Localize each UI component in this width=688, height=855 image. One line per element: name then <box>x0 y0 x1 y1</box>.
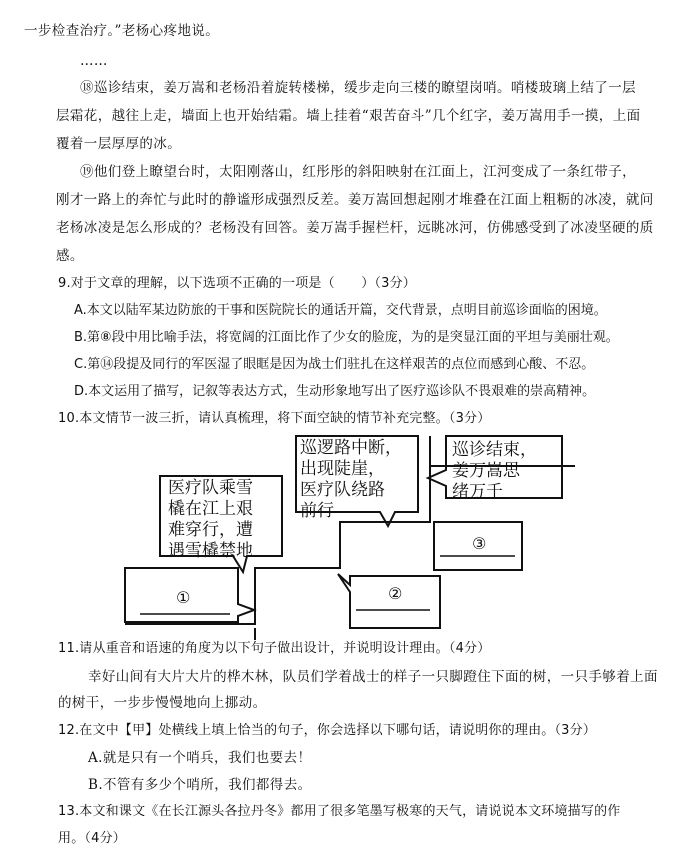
paragraph-18-line: ⑱巡诊结束，姜万嵩和老杨沿着旋转楼梯，缓步走向三楼的瞭望岗哨。哨楼玻璃上结了一层 <box>80 80 636 96</box>
question-12-stem: 12.在文中【甲】处横线上填上恰当的句子，你会选择以下哪句话，请说明你的理由。（3分） <box>58 723 597 738</box>
question-9-stem: 9.对于文章的理解，以下选项不正确的一项是（ ）（3分） <box>58 276 416 291</box>
question-11-sentence: 的树干，一步步慢慢地向上挪动。 <box>58 695 267 711</box>
question-10-stem: 10.本文情节一波三折，请认真梳理，将下面空缺的情节补充完整。（3分） <box>58 411 491 426</box>
question-11-stem: 11.请从重音和语速的角度为以下句子做出设计，并说明设计理由。（4分） <box>58 641 491 656</box>
speech-box-right-text: 巡诊结束， 姜万嵩思 绪万千 <box>452 440 537 502</box>
question-9-option-a: A.本文以陆军某边防旅的干事和医院院长的通话开篇，交代背景，点明目前巡诊面临的困境。 <box>74 303 607 318</box>
paragraph-19-line: 感。 <box>56 248 84 264</box>
paragraph-19-line: 刚才一路上的奔忙与此时的静谧形成强烈反差。姜万嵩回想起刚才堆叠在江面上粗粝的冰凌，就问 <box>56 192 654 208</box>
speech-box-middle-text: 巡逻路中断， 出现陡崖， 医疗队绕路 前行 <box>300 438 402 521</box>
blank-1-label: ① <box>176 588 191 607</box>
passage-line: 一步检查治疗。”老杨心疼地说。 <box>24 23 220 39</box>
paragraph-18-line: 覆着一层厚厚的冰。 <box>56 136 182 152</box>
question-11-sentence: 幸好山间有大片大片的桦木林，队员们学着战士的样子一只脚蹬住下面的树，一只手够着上面 <box>88 669 658 685</box>
speech-box-left-text: 医疗队乘雪 橇在江上艰 难穿行，遭 遇雪橇禁地 <box>168 478 253 561</box>
blank-2-label: ② <box>388 584 403 603</box>
question-9-option-b: B.第⑧段中用比喻手法，将宽阔的江面比作了少女的脸庞，为的是突显江面的平坦与美丽壮观。 <box>74 330 619 345</box>
question-13-stem: 13.本文和课文《在长江源头各拉丹冬》都用了很多笔墨写极寒的天气，请说说本文环境描写的作 <box>58 804 621 819</box>
blank-3-label: ③ <box>472 534 487 553</box>
question-9-option-d: D.本文运用了描写，记叙等表达方式，生动形象地写出了医疗巡诊队不畏艰难的崇高精神。 <box>74 384 596 399</box>
paragraph-19-line: ⑲他们登上瞭望台时，太阳刚落山，红彤彤的斜阳映射在江面上，江河变成了一条红带子， <box>80 164 636 180</box>
question-12-option-a: A.就是只有一个哨兵，我们也要去！ <box>88 750 312 766</box>
paragraph-19-line: 老杨冰凌是怎么形成的？老杨没有回答。姜万嵩手握栏杆，远眺冰河，仿佛感受到了冰凌坚硬的质 <box>56 220 654 236</box>
paragraph-18-line: 层霜花，越往上走，墙面上也开始结霜。墙上挂着“艰苦奋斗”几个红字，姜万嵩用手一摸，上面 <box>56 108 641 124</box>
question-13-stem: 用。（4分） <box>58 831 126 846</box>
ellipsis: …… <box>80 53 108 69</box>
question-12-option-b: B.不管有多少个哨所，我们都得去。 <box>88 777 312 793</box>
question-9-option-c: C.第⑭段提及同行的军医湿了眼眶是因为战士们驻扎在这样艰苦的点位而感到心酸、不忍。 <box>74 357 595 372</box>
